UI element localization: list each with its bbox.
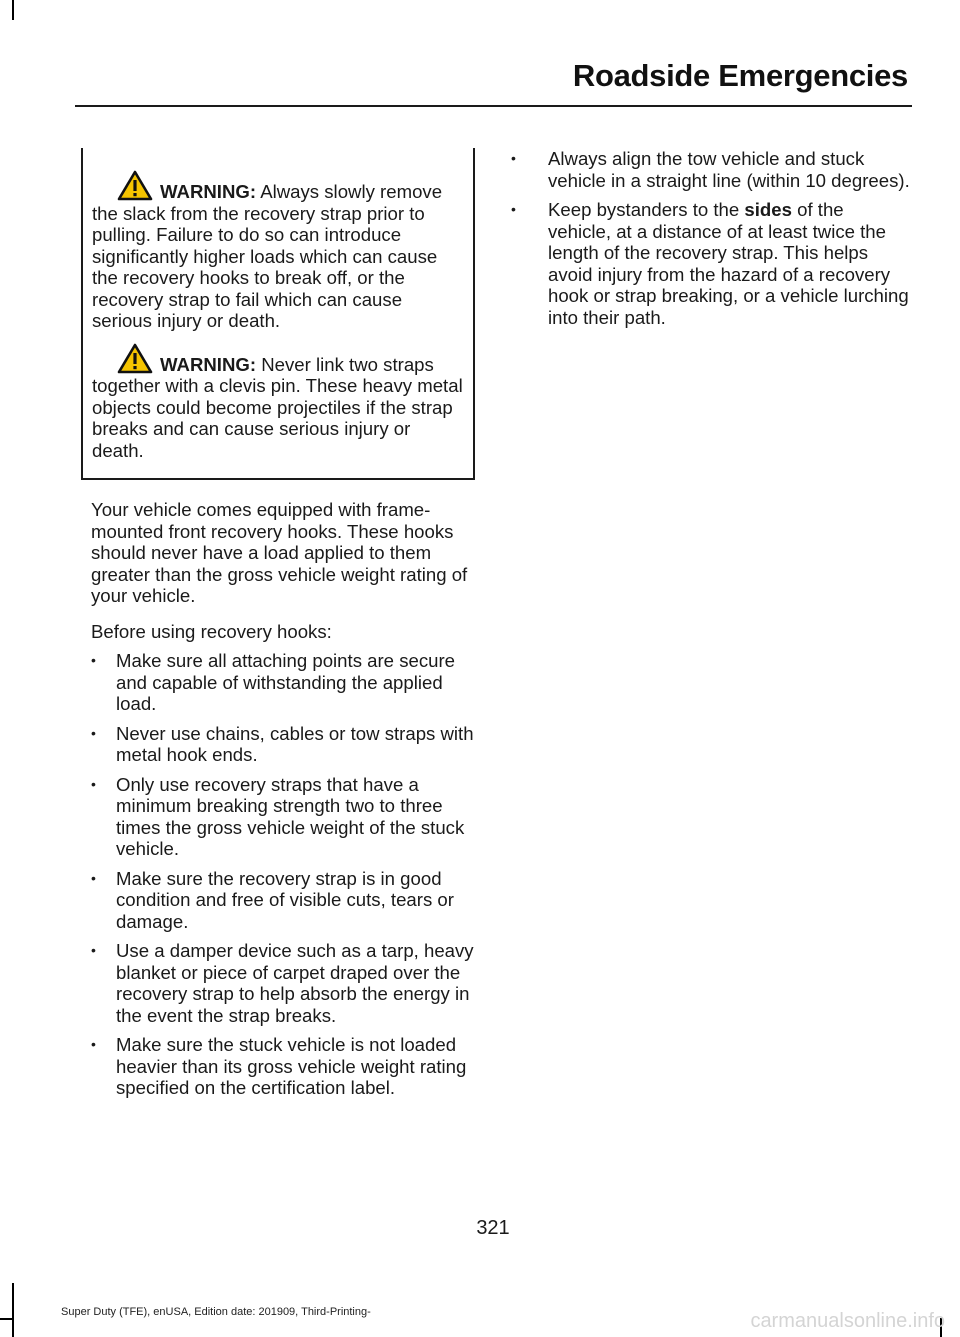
list-item: • Always align the tow vehicle and stuck vehicle in a straight line (within 10 degrees). <box>511 148 911 191</box>
bystanders-text-start: Keep bystanders to the <box>548 199 745 220</box>
warning-label: WARNING: <box>160 353 257 375</box>
list-item: • Never use chains, cables or tow straps with metal hook ends. <box>91 723 475 766</box>
page-title: Roadside Emergencies <box>572 58 908 93</box>
before-heading: Before using recovery hooks: <box>91 620 332 642</box>
crop-mark-bottom-left <box>12 1283 14 1337</box>
towing-list <box>511 148 911 328</box>
crop-mark-bottom-left-h <box>0 1318 14 1320</box>
warning-triangle-icon <box>117 343 153 374</box>
warning-box <box>81 148 475 480</box>
watermark: carmanualsonline.info <box>750 1310 945 1332</box>
precaution-list <box>91 650 475 1099</box>
warning-2 <box>92 343 465 462</box>
warning-label: WARNING: <box>160 181 257 202</box>
list-item: • Use a damper device such as a tarp, heavy blanket or piece of carpet draped over the recovery strap to help absorb the energy in the event the strap breaks. <box>91 940 475 1026</box>
footer-edition: Super Duty (TFE), enUSA, Edition date: 201909, Third-Printing- <box>61 1306 371 1318</box>
left-column <box>91 148 475 1107</box>
page-number: 321 <box>476 1217 510 1239</box>
warning-triangle-icon <box>117 170 153 201</box>
sides-emphasis: sides <box>744 199 792 220</box>
list-item: • Make sure all attaching points are secure and capable of withstanding the applied load. <box>91 650 475 715</box>
bystanders-text-end: of the vehicle, at a distance of at least twice the length of the recovery strap. This helps avoid injury from the hazard of a recovery hook or strap breaking, or a vehicle lurching into their path. <box>548 199 909 328</box>
warning-text: Always slowly remove the slack from the recovery strap prior to pulling. Failure to do so can introduce significantly higher loads which can cause the recovery hooks to break off, or the recovery strap to fail which can cause serious injury or death. <box>92 181 443 331</box>
warning-text: Never link two straps together with a clevis pin. These heavy metal objects could become projectiles if the strap breaks and can cause serious injury or death. <box>92 353 463 461</box>
list-item <box>511 199 911 328</box>
intro-paragraph: Your vehicle comes equipped with frame-mounted front recovery hooks. These hooks should never have a load applied to them greater than the gross vehicle weight rating of your vehicle. <box>91 499 468 606</box>
warning-1 <box>92 170 465 332</box>
header-rule <box>75 105 912 107</box>
right-column <box>511 148 911 336</box>
list-item: • Make sure the stuck vehicle is not loaded heavier than its gross vehicle weight rating specified on the certification label. <box>91 1034 475 1099</box>
crop-mark-top-left <box>12 0 14 20</box>
list-item: • Only use recovery straps that have a minimum breaking strength two to three times the gross vehicle weight of the stuck vehicle. <box>91 774 475 860</box>
list-item: • Make sure the recovery strap is in good condition and free of visible cuts, tears or damage. <box>91 868 475 933</box>
